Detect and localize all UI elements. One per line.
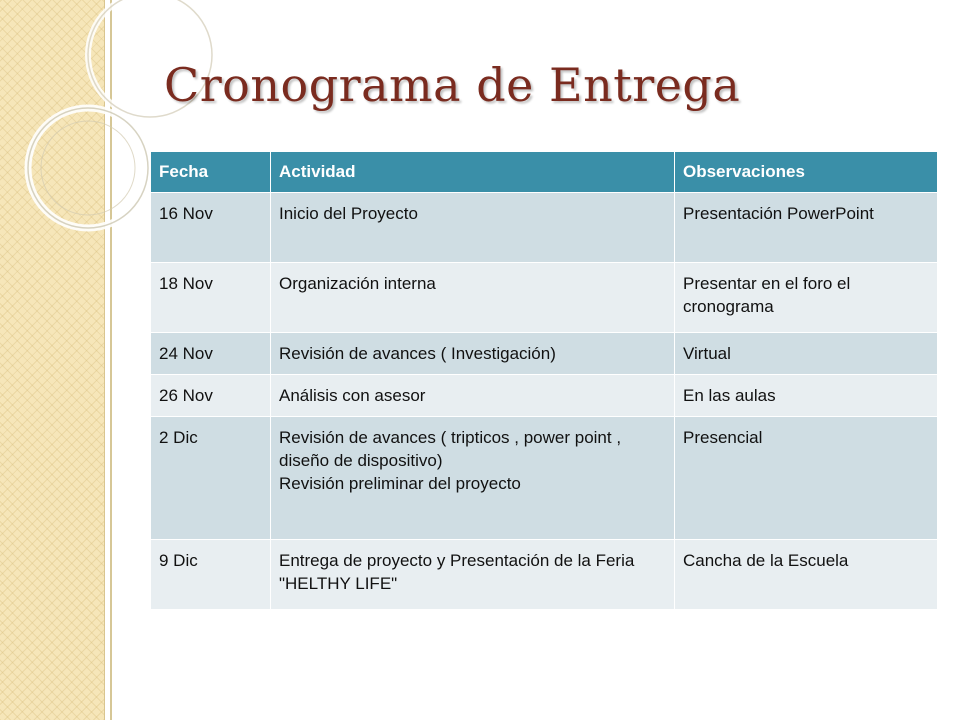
header-fecha: Fecha bbox=[151, 152, 271, 193]
cell-actividad-line: Análisis con asesor bbox=[279, 386, 426, 405]
header-actividad: Actividad bbox=[271, 152, 675, 193]
cell-actividad-line: Entrega de proyecto y Presentación de la Feria "HELTHY LIFE" bbox=[279, 551, 635, 593]
cell-actividad bbox=[271, 417, 675, 540]
cell-actividad bbox=[271, 193, 675, 263]
table-row bbox=[151, 333, 938, 375]
header-observaciones: Observaciones bbox=[675, 152, 938, 193]
table-row bbox=[151, 417, 938, 540]
cell-actividad bbox=[271, 333, 675, 375]
cell-actividad-line: Inicio del Proyecto bbox=[279, 204, 418, 223]
cell-observaciones: En las aulas bbox=[675, 375, 938, 417]
cell-observaciones: Presentación PowerPoint bbox=[675, 193, 938, 263]
cell-fecha: 24 Nov bbox=[151, 333, 271, 375]
cell-actividad-line: Revisión de avances ( tripticos , power point , diseño de dispositivo) bbox=[279, 428, 622, 470]
cell-actividad-line: Revisión de avances ( Investigación) bbox=[279, 344, 556, 363]
cell-fecha: 2 Dic bbox=[151, 417, 271, 540]
cell-fecha: 18 Nov bbox=[151, 263, 271, 333]
cell-actividad bbox=[271, 375, 675, 417]
cell-fecha: 16 Nov bbox=[151, 193, 271, 263]
schedule-table bbox=[150, 151, 938, 610]
cell-actividad bbox=[271, 540, 675, 610]
cell-fecha: 26 Nov bbox=[151, 375, 271, 417]
cell-observaciones: Presencial bbox=[675, 417, 938, 540]
table-row bbox=[151, 193, 938, 263]
table-row bbox=[151, 540, 938, 610]
cell-observaciones: Cancha de la Escuela bbox=[675, 540, 938, 610]
cell-actividad-line: Organización interna bbox=[279, 274, 436, 293]
cell-observaciones: Virtual bbox=[675, 333, 938, 375]
table-row bbox=[151, 263, 938, 333]
cell-observaciones: Presentar en el foro el cronograma bbox=[675, 263, 938, 333]
table-header-row bbox=[151, 152, 938, 193]
cell-actividad bbox=[271, 263, 675, 333]
table-row bbox=[151, 375, 938, 417]
page-title: Cronograma de Entrega bbox=[164, 58, 741, 112]
cell-actividad-line: Revisión preliminar del proyecto bbox=[279, 474, 521, 493]
cell-fecha: 9 Dic bbox=[151, 540, 271, 610]
